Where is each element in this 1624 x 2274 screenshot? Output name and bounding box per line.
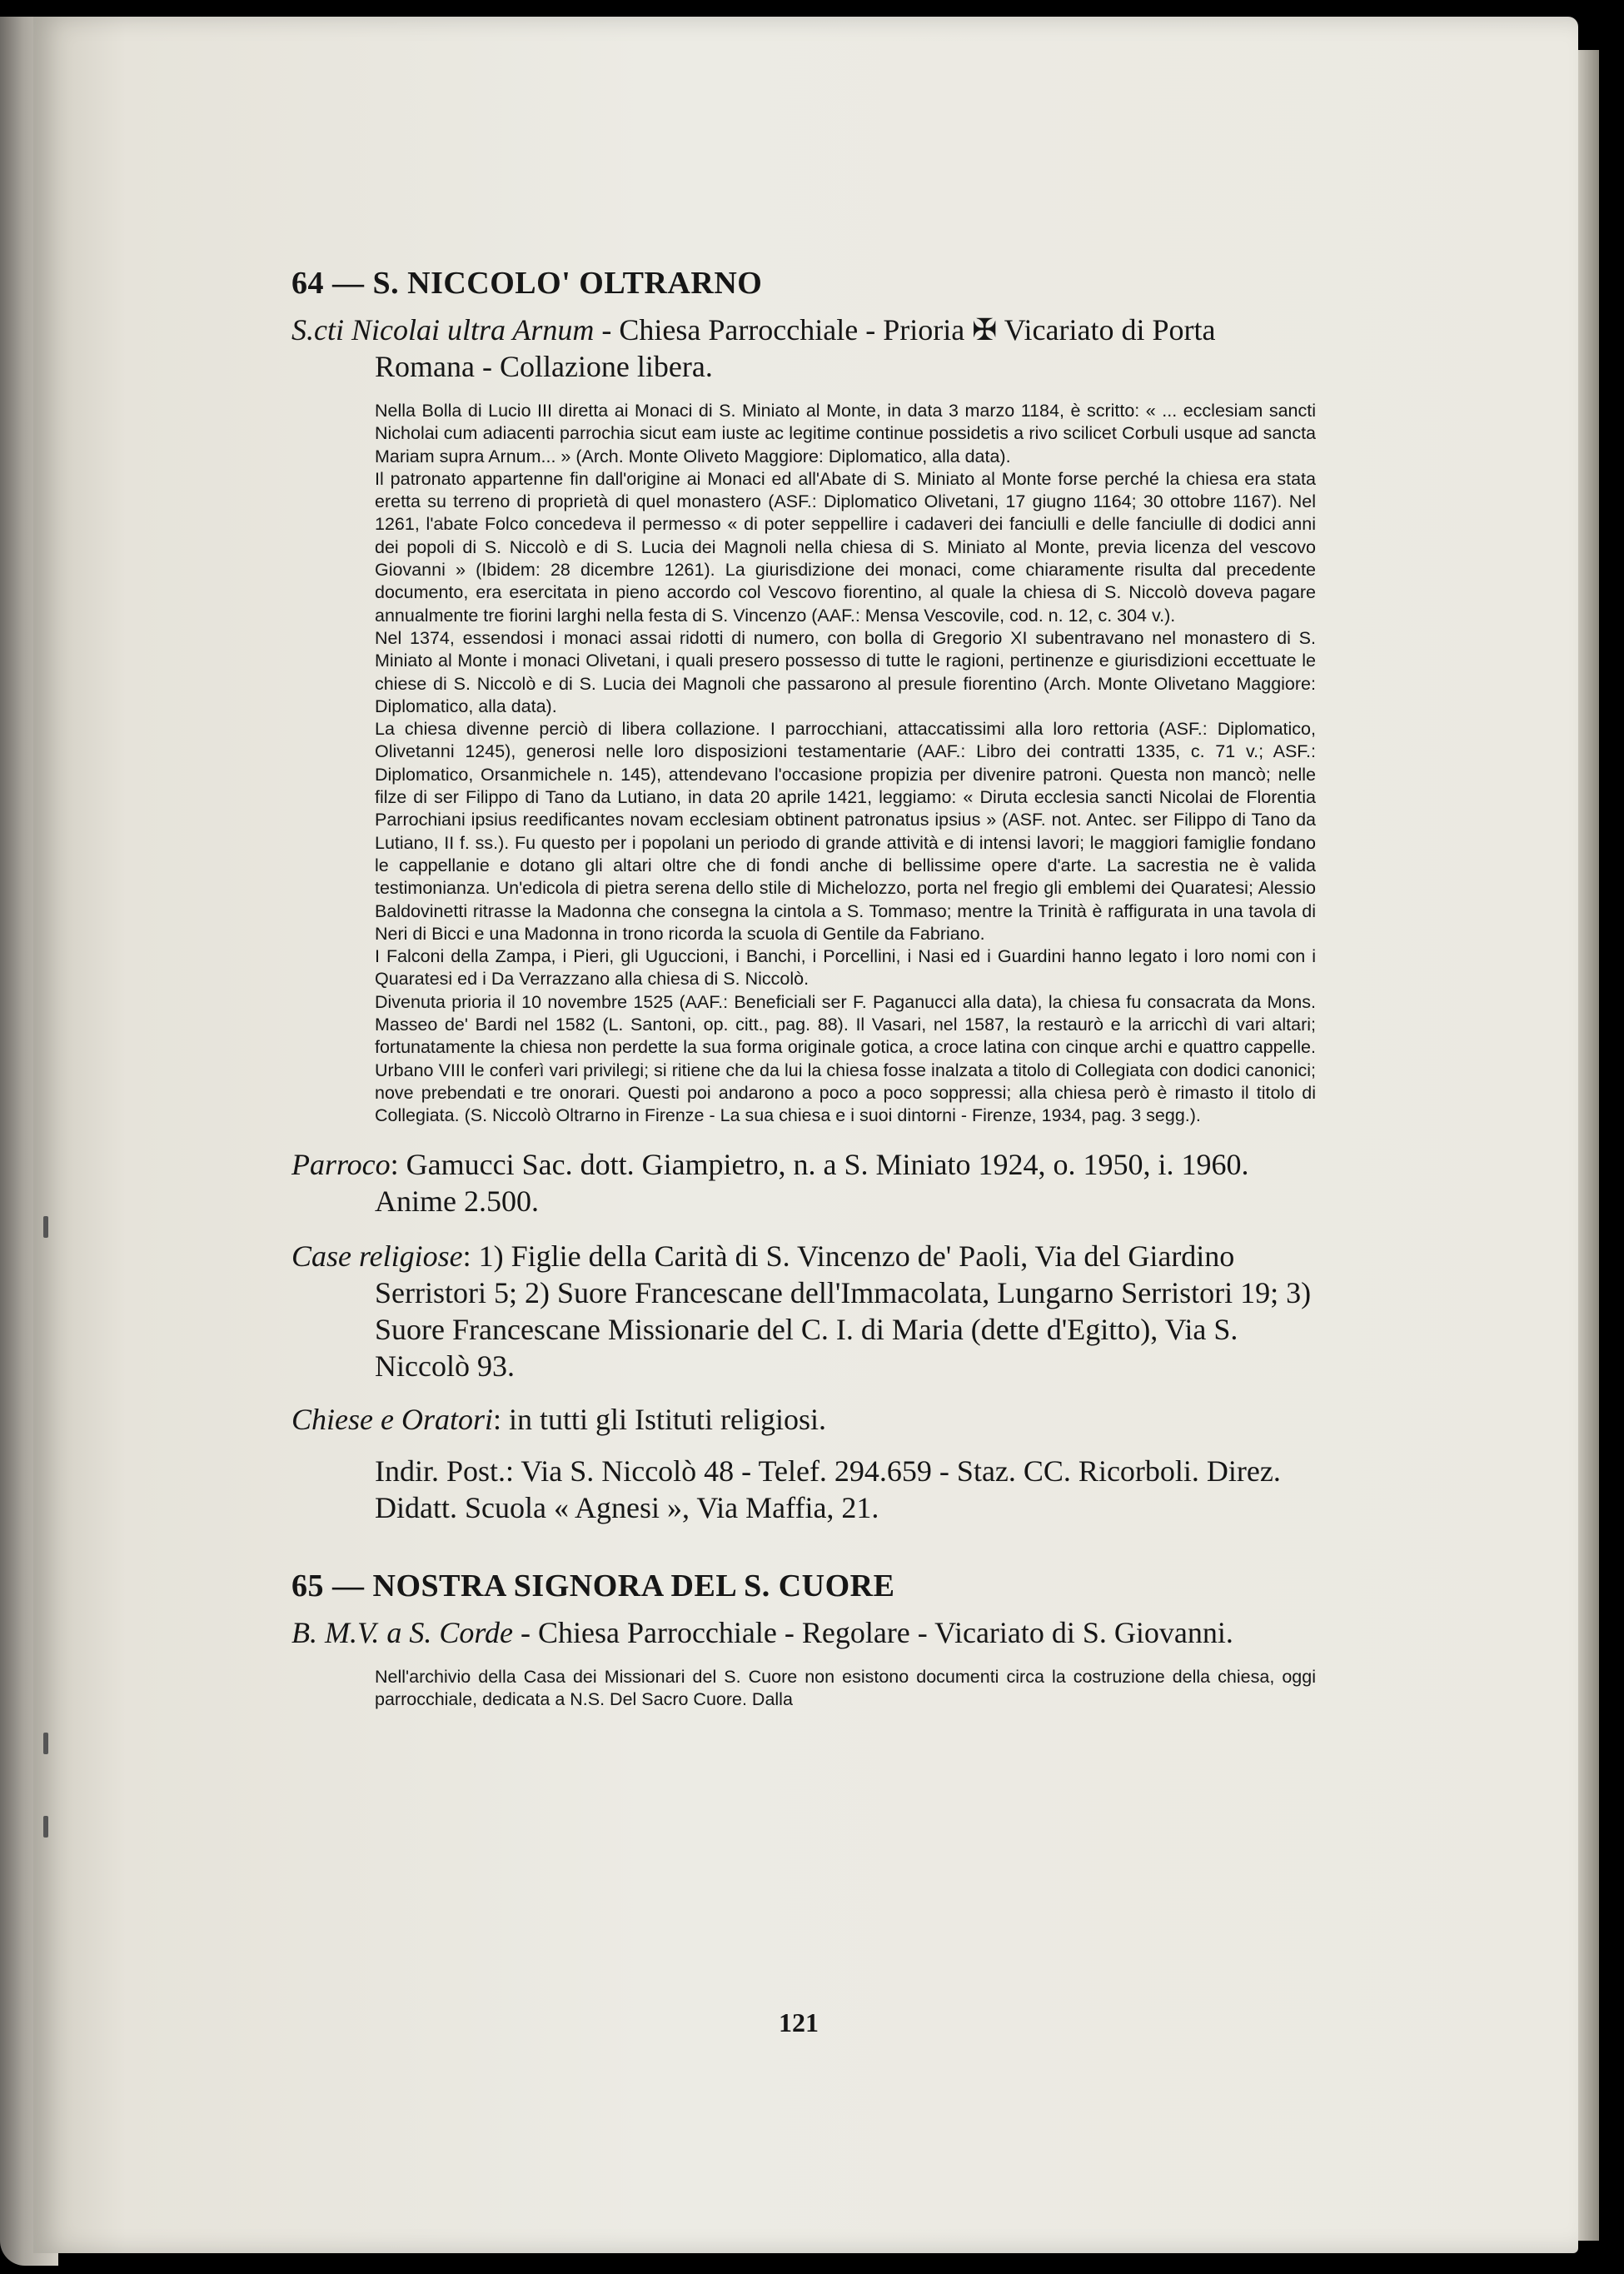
page-content (291, 265, 1316, 1711)
case-religiose-label: Case religiose (291, 1239, 463, 1273)
entry-64-title: 64 — S. NICCOLO' OLTRARNO (291, 266, 763, 301)
history-paragraph: La chiesa divenne perciò di libera collazione. I parrocchiani, attaccatissimi alla loro rettoria (ASF.: Diplomatico, Olivetanni 1245), generosi nelle loro disposizioni testamentarie (AAF.: Libro dei contratti 1335, c. 71 v.; ASF.: Diplomatico, Orsanmichele n. 145), attendevano l'occasione propizia per divenire patroni. Questa non mancò; nelle filze di ser Filippo di Tano da Lutiano, in data 20 aprile 1421, leggiamo: « Diruta ecclesia sancti Nicolai de Florentia Parrochiani ipsius reedificantes novam ecclesiam obtinent patronatus ipsius » (ASF. not. Antec. ser Filippo di Tano da Lutiano, II f. ss.). Fu questo per i popolani un periodo di grande attività e di intensi lavori; le maggiori famiglie fondano le cappellanie e dotano gli altari oltre che di fondi anche di bellissime opere d'arte. La sacrestia ne è valida testimonianza. Un'edicola di pietra serena dello stile di Michelozzo, porta nel fregio gli emblemi dei Quaratesi; Alessio Baldovinetti ritrasse la Madonna che consegna la cintola a S. Tommaso; mentre la Trinità è raffigurata in una tavola di Neri di Bicci e una Madonna in trono ricorda la scuola di Gentile da Fabriano. (375, 719, 1316, 944)
case-religiose-section (291, 1238, 1316, 1384)
chiese-oratori-label: Chiese e Oratori (291, 1402, 493, 1436)
chiese-oratori-section (291, 1401, 1316, 1438)
entry-64-subtitle-rest: - Chiesa Parrocchiale - Prioria ✠ Vicariato di Porta Romana - Collazione libera. (375, 313, 1216, 383)
history-paragraph: Divenuta prioria il 10 novembre 1525 (AAF.: Beneficiali ser F. Paganucci alla data), la chiesa fu consacrata da Mons. Masseo de' Bardi nel 1582 (L. Santoni, op. citt., pag. 88). Il Vasari, nel 1587, la restaurò e la arricchì di vari altari; fortunatamente la chiesa non perdette la sua forma originale gotica, a croce latina con cinque archi e quattro cappelle. Urbano VIII le conferì vari privilegi; si ritiene che da lui la chiesa fosse inalzata a titolo di Collegiata con dodici canonici; nove prebendati e tre onorari. Questi poi andarono a poco a poco soppressi; alla chiesa però è rimasto il titolo di Collegiata. (S. Niccolò Oltrarno in Firenze - La sua chiesa e i suoi dintorni - Firenze, 1934, pag. 3 segg.). (375, 991, 1316, 1126)
indirizzo-postale: Indir. Post.: Via S. Niccolò 48 - Telef. 294.659 - Staz. CC. Ricorboli. Direz. Didatt. Scuola « Agnesi », Via Maffia, 21. (375, 1454, 1281, 1524)
page-edge (1578, 50, 1599, 2241)
parroco-text: : Gamucci Sac. dott. Giampietro, n. a S. Miniato 1924, o. 1950, i. 1960. Anime 2.500. (375, 1147, 1249, 1218)
binding-mark (43, 1216, 48, 1238)
case-religiose-text: : 1) Figlie della Carità di S. Vincenzo de' Paoli, Via del Giardino Serristori 5; 2) Suore Francescane dell'Immacolata, Lungarno Serristori 19; 3) Suore Francescane Missionarie del C. I. di Maria (dette d'Egitto), Via S. Niccolò 93. (375, 1239, 1312, 1383)
history-paragraph: Nell'archivio della Casa dei Missionari del S. Cuore non esistono documenti circa la costruzione della chiesa, oggi parrocchiale, dedicata a N.S. Del Sacro Cuore. Dalla (375, 1666, 1316, 1709)
parroco-section (291, 1146, 1316, 1219)
history-paragraph: I Falconi della Zampa, i Pieri, gli Uguccioni, i Banchi, i Porcellini, i Nasi ed i Guardini hanno legato i loro nomi con i Quaratesi ed i Da Verrazzano alla chiesa di S. Niccolò. (375, 946, 1316, 990)
entry-64-history (375, 400, 1316, 1128)
binding-mark (43, 1733, 48, 1754)
history-paragraph: Nella Bolla di Lucio III diretta ai Monaci di S. Miniato al Monte, in data 3 marzo 1184, è scritto: « ... ecclesiam sancti Nicholai cum adiacenti parrochia sicut eam iuste ac legitime continue possidetis a rivo scilicet Corbuli usque ad sancta Mariam supra Arnum... » (Arch. Monte Oliveto Maggiore: Diplomatico, alla data). (375, 401, 1316, 466)
entry-64-latin-name: S.cti Nicolai ultra Arnum (291, 313, 595, 347)
history-paragraph: Nel 1374, essendosi i monaci assai ridotti di numero, con bolla di Gregorio XI subentravano nel monastero di S. Miniato al Monte i monaci Olivetani, i quali presero possesso di tutte le ragioni, pertinenze e giurisdizioni eccettuate le chiese di S. Niccolò e di S. Lucia dei Magnoli che passarono al presule fiorentino (Arch. Monte Olivetano Maggiore: Diplomatico, alla data). (375, 627, 1316, 716)
entry-65-title: 65 — NOSTRA SIGNORA DEL S. CUORE (291, 1568, 895, 1603)
entry-65-history (375, 1666, 1316, 1712)
entry-65-subtitle-rest: - Chiesa Parrocchiale - Regolare - Vicariato di S. Giovanni. (513, 1615, 1233, 1649)
chiese-oratori-text: : in tutti gli Istituti religiosi. (492, 1402, 826, 1436)
entry-64-subtitle (291, 312, 1316, 385)
parroco-label: Parroco (291, 1147, 391, 1181)
entry-65-subtitle (291, 1614, 1316, 1651)
page-number: 121 (779, 2007, 819, 2037)
history-paragraph: Il patronato appartenne fin dall'origine ai Monaci ed all'Abate di S. Miniato al Monte forse perché la chiesa era stata eretta su terreno di proprietà di quel monastero (ASF.: Diplomatico Olivetani, 17 giugno 1164; 30 ottobre 1167). Nel 1261, l'abate Folco concedeva il permesso « di poter seppellire i cadaveri dei fanciulli e delle fanciulle di dodici anni dei popoli di S. Niccolò e di S. Lucia dei Magnoli nella chiesa di S. Miniato al Monte, previa licenza del vescovo Giovanni » (Ibidem: 28 dicembre 1261). La giurisdizione dei monaci, come chiaramente risulta dal precedente documento, era esercitata in pieno accordo col Vescovo fiorentino, al quale la chiesa di S. Niccolò doveva pagare annualmente tre fiorini larghi nella festa di S. Vincenzo (AAF.: Mensa Vescovile, cod. n. 12, c. 304 v.). (375, 468, 1316, 626)
entry-65-latin-name: B. M.V. a S. Corde (291, 1615, 513, 1649)
binding-mark (43, 1816, 48, 1838)
